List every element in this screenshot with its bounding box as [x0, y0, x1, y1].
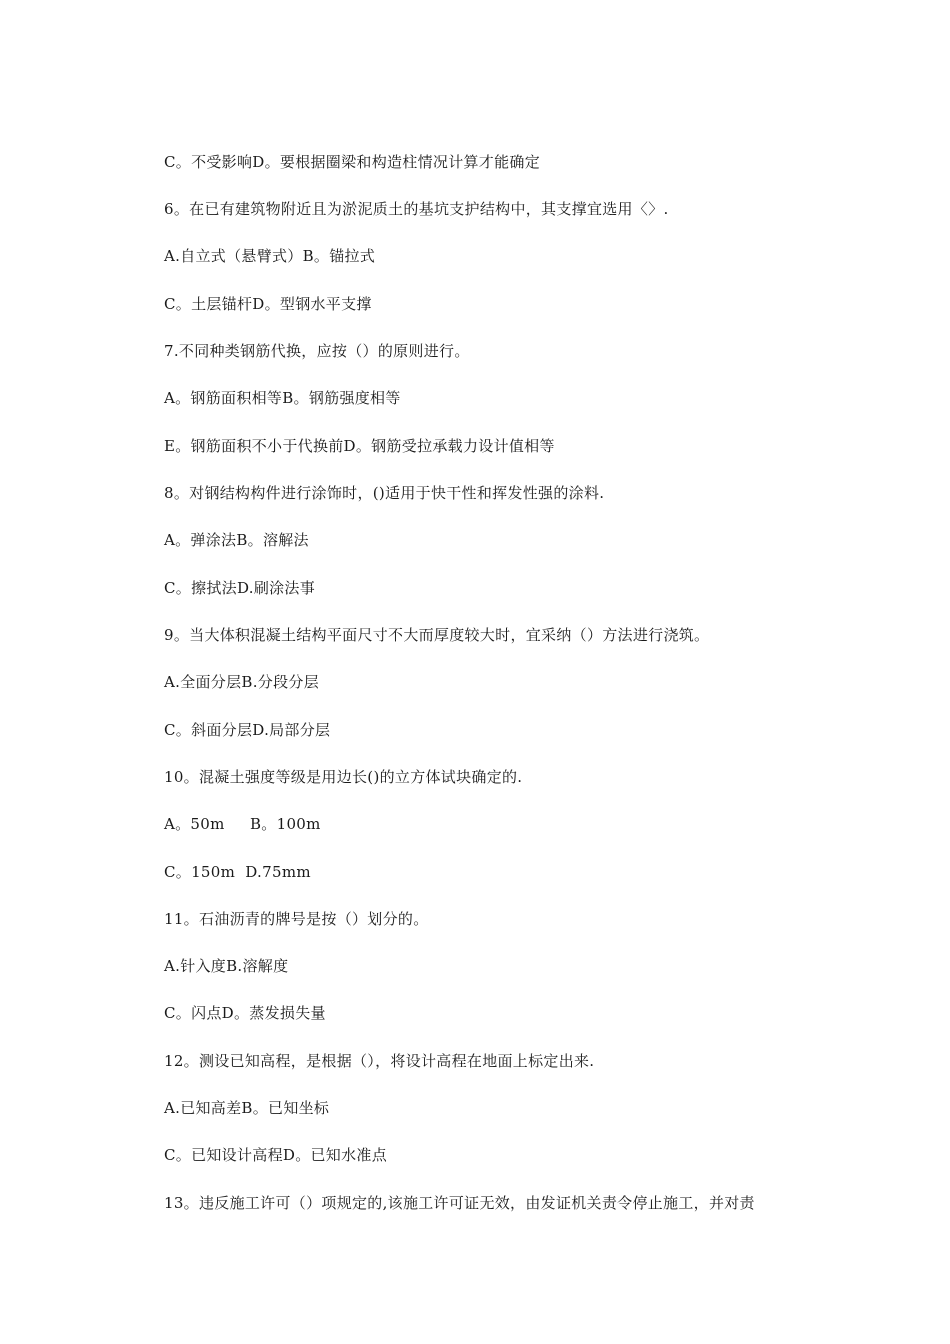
text-line-option-ab-q11: A.针入度B.溶解度: [164, 957, 289, 975]
text-line-option-ab-q12: A.已知高差B。已知坐标: [164, 1099, 330, 1117]
text-line-option-cd-q11: C。闪点D。蒸发损失量: [164, 1004, 326, 1022]
question-7: 7.不同种类钢筋代换，应按（）的原则进行。: [164, 342, 470, 360]
question-13: 13。违反施工许可（）项规定的,该施工许可证无效，由发证机关责令停止施工，并对责: [164, 1194, 755, 1212]
question-12: 12。测设已知高程，是根据（），将设计高程在地面上标定出来.: [164, 1052, 595, 1070]
question-11: 11。石油沥青的牌号是按（）划分的。: [164, 910, 429, 928]
text-line-option-cd-q12: C。已知设计高程D。已知水准点: [164, 1146, 388, 1164]
text-line-option-cd-q7: E。钢筋面积不小于代换前D。钢筋受拉承载力设计值相等: [164, 437, 555, 455]
text-line-option-cd-q6: C。土层锚杆D。型钢水平支撑: [164, 295, 372, 313]
question-10: 10。混凝土强度等级是用边长()的立方体试块确定的.: [164, 768, 523, 786]
question-6: 6。在已有建筑物附近且为淤泥质土的基坑支护结构中，其支撑宜选用〈〉.: [164, 200, 669, 218]
text-line-option-ab-q8: A。弹涂法B。溶解法: [164, 531, 309, 549]
question-8: 8。对钢结构构件进行涂饰时，()适用于快干性和挥发性强的涂料.: [164, 484, 605, 502]
text-line-option-cd-q8: C。擦拭法D.刷涂法事: [164, 579, 316, 597]
text-line-option-ab-q6: A.自立式（悬臂式）B。锚拉式: [164, 247, 376, 265]
text-line-option-cd-q10: C。150m D.75mm: [164, 863, 311, 881]
question-9: 9。当大体积混凝土结构平面尺寸不大而厚度较大时，宜采纳（）方法进行浇筑。: [164, 626, 710, 644]
text-line-option-cd-q9: C。斜面分层D.局部分层: [164, 721, 331, 739]
text-line-option-ab-q9: A.全面分层B.分段分层: [164, 673, 319, 691]
text-line-option-ab-q7: A。钢筋面积相等B。钢筋强度相等: [164, 389, 401, 407]
text-line-option-ab-q10: A。50m B。100m: [164, 815, 321, 833]
text-line-option-cd-q5: C。不受影响D。要根据圈梁和构造柱情况计算才能确定: [164, 153, 541, 171]
